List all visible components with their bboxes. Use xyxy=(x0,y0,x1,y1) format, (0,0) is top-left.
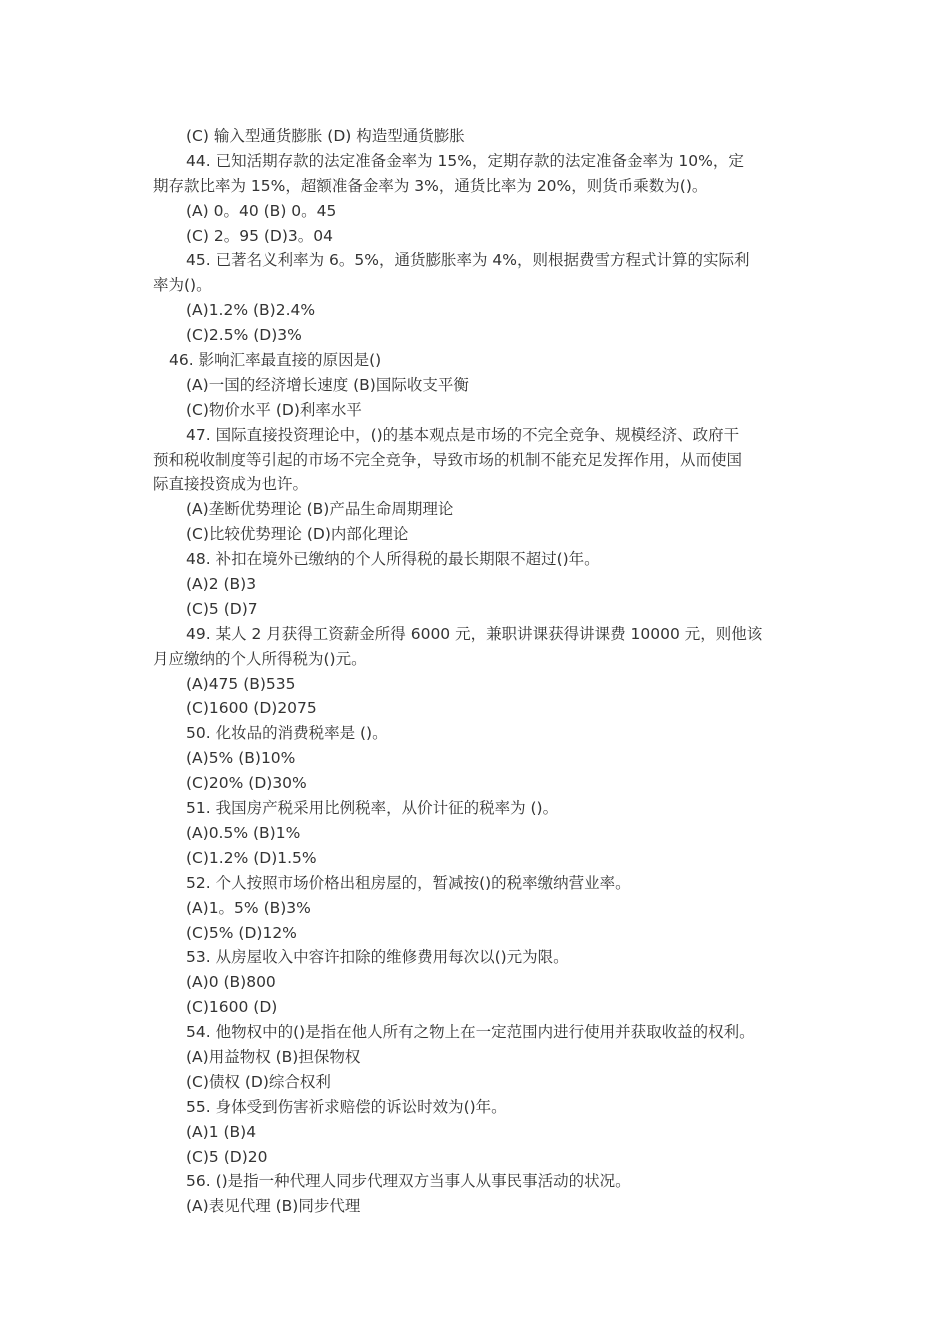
text-line: (C) 输入型通货膨胀 (D) 构造型通货膨胀 xyxy=(186,127,465,145)
text-line: 期存款比率为 15%，超额准备金率为 3%，通货比率为 20%，则货币乘数为()。 xyxy=(153,176,708,195)
question-51: 51. 我国房产税采用比例税率，从价计征的税率为 ()。 xyxy=(186,799,559,818)
option-line: (C)20% (D)30% xyxy=(186,774,307,793)
option-line: (C)5% (D)12% xyxy=(186,923,297,942)
option-line: (C) 2。95 (D)3。04 xyxy=(186,226,333,245)
option-line: (A)垄断优势理论 (B)产品生命周期理论 xyxy=(186,500,454,519)
option-line: (C)1.2% (D)1.5% xyxy=(186,848,317,867)
option-line: (A)5% (B)10% xyxy=(186,749,296,768)
option-line: (A)表见代理 (B)同步代理 xyxy=(186,1197,361,1216)
question-55: 55. 身体受到伤害祈求赔偿的诉讼时效为()年。 xyxy=(186,1097,507,1116)
option-line: (C)比较优势理论 (D)内部化理论 xyxy=(186,525,409,544)
option-line: (C)1600 (D)2075 xyxy=(186,699,317,718)
question-56: 56. ()是指一种代理人同步代理双方当事人从事民事活动的状况。 xyxy=(186,1172,631,1191)
question-46: 46. 影响汇率最直接的原因是() xyxy=(169,351,382,370)
option-line: (C)债权 (D)综合权利 xyxy=(186,1072,331,1091)
question-54: 54. 他物权中的()是指在他人所有之物上在一定范围内进行使用并获取收益的权利。 xyxy=(186,1023,755,1042)
question-47: 47. 国际直接投资理论中，()的基本观点是市场的不完全竞争、规模经济、政府干 xyxy=(186,425,740,444)
option-line: (C)物价水平 (D)利率水平 xyxy=(186,400,362,419)
option-line: (A)2 (B)3 xyxy=(186,575,257,594)
option-line: (C)5 (D)7 xyxy=(186,599,258,618)
option-line: (A)1.2% (B)2.4% xyxy=(186,301,316,320)
text-line: 际直接投资成为也许。 xyxy=(153,475,309,494)
option-line: (A)1。5% (B)3% xyxy=(186,898,311,917)
option-line: (A)0 (B)800 xyxy=(186,973,276,992)
option-line: (C)5 (D)20 xyxy=(186,1147,268,1166)
option-line: (A)1 (B)4 xyxy=(186,1122,257,1141)
option-line: (A)用益物权 (B)担保物权 xyxy=(186,1047,361,1066)
question-44: 44. 已知活期存款的法定准备金率为 15%，定期存款的法定准备金率为 10%，定 xyxy=(186,151,744,170)
question-52: 52. 个人按照市场价格出租房屋的，暂减按()的税率缴纳营业率。 xyxy=(186,873,631,892)
document-body xyxy=(153,124,803,1219)
question-48: 48. 补扣在境外已缴纳的个人所得税的最长期限不超过()年。 xyxy=(186,550,600,569)
question-49: 49. 某人 2 月获得工资薪金所得 6000 元，兼职讲课获得讲课费 10000 元，则他该 xyxy=(186,624,763,643)
option-line: (A)475 (B)535 xyxy=(186,674,296,693)
option-line: (A) 0。40 (B) 0。45 xyxy=(186,201,337,220)
option-line: (C)2.5% (D)3% xyxy=(186,326,302,345)
text-line: 月应缴纳的个人所得税为()元。 xyxy=(153,649,367,668)
option-line: (C)1600 (D) xyxy=(186,998,278,1017)
question-53: 53. 从房屋收入中容许扣除的维修费用每次以()元为限。 xyxy=(186,948,569,967)
option-line: (A)一国的经济增长速度 (B)国际收支平衡 xyxy=(186,375,469,394)
option-line: (A)0.5% (B)1% xyxy=(186,823,301,842)
text-line: 预和税收制度等引起的市场不完全竞争，导致市场的机制不能充足发挥作用，从而使国 xyxy=(153,450,743,469)
question-50: 50. 化妆品的消费税率是 ()。 xyxy=(186,724,388,743)
question-45: 45. 已著名义利率为 6。5%，通货膨胀率为 4%，则根据费雪方程式计算的实际利 xyxy=(186,251,750,270)
text-line: 率为()。 xyxy=(153,276,212,295)
